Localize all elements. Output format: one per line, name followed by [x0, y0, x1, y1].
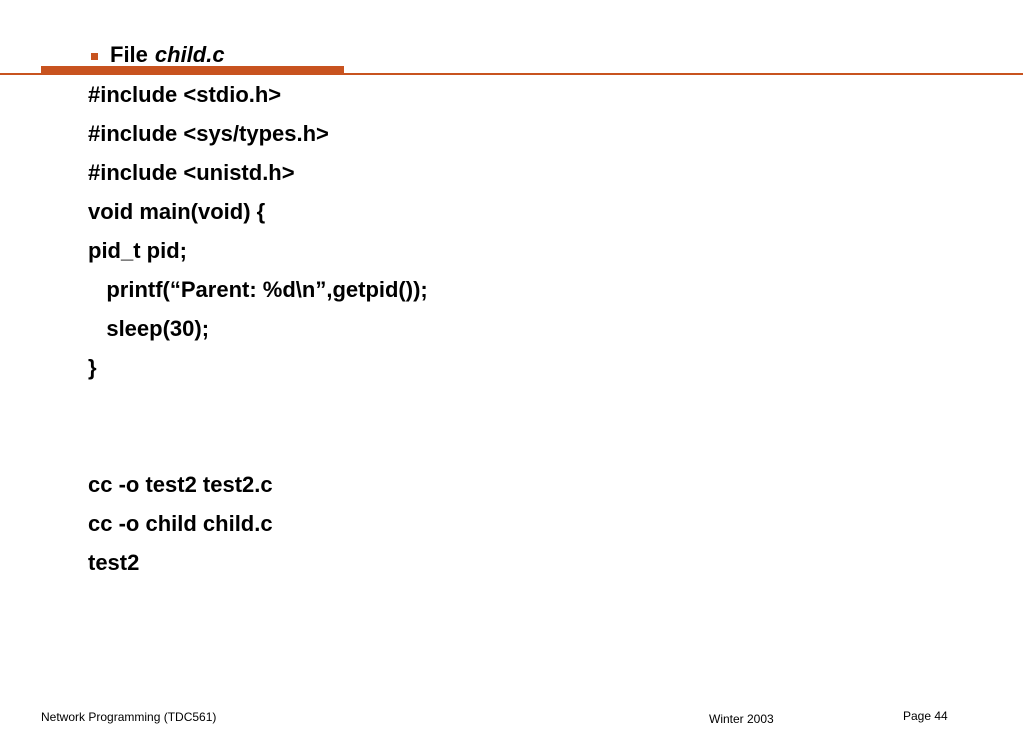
code-line: #include <sys/types.h> — [88, 121, 329, 146]
code-line: void main(void) { — [88, 199, 266, 224]
command-line: test2 — [88, 550, 140, 575]
heading-filename: child.c — [154, 42, 225, 67]
square-bullet-icon — [91, 53, 98, 60]
footer-term: Winter 2003 — [709, 712, 774, 726]
command-line: cc -o test2 test2.c — [88, 472, 273, 497]
code-line: pid_t pid; — [88, 238, 187, 263]
code-line: #include <stdio.h> — [88, 82, 282, 107]
footer-page-number: Page 44 — [903, 709, 948, 723]
code-line: } — [88, 355, 97, 380]
command-line: cc -o child child.c — [88, 511, 273, 536]
code-line: printf(“Parent: %d\n”,getpid()); — [88, 277, 428, 302]
heading-word: File — [110, 42, 148, 67]
footer-course: Network Programming (TDC561) — [41, 710, 217, 724]
slide-heading — [91, 42, 225, 68]
code-line: sleep(30); — [88, 316, 210, 341]
code-line: #include <unistd.h> — [88, 160, 295, 185]
